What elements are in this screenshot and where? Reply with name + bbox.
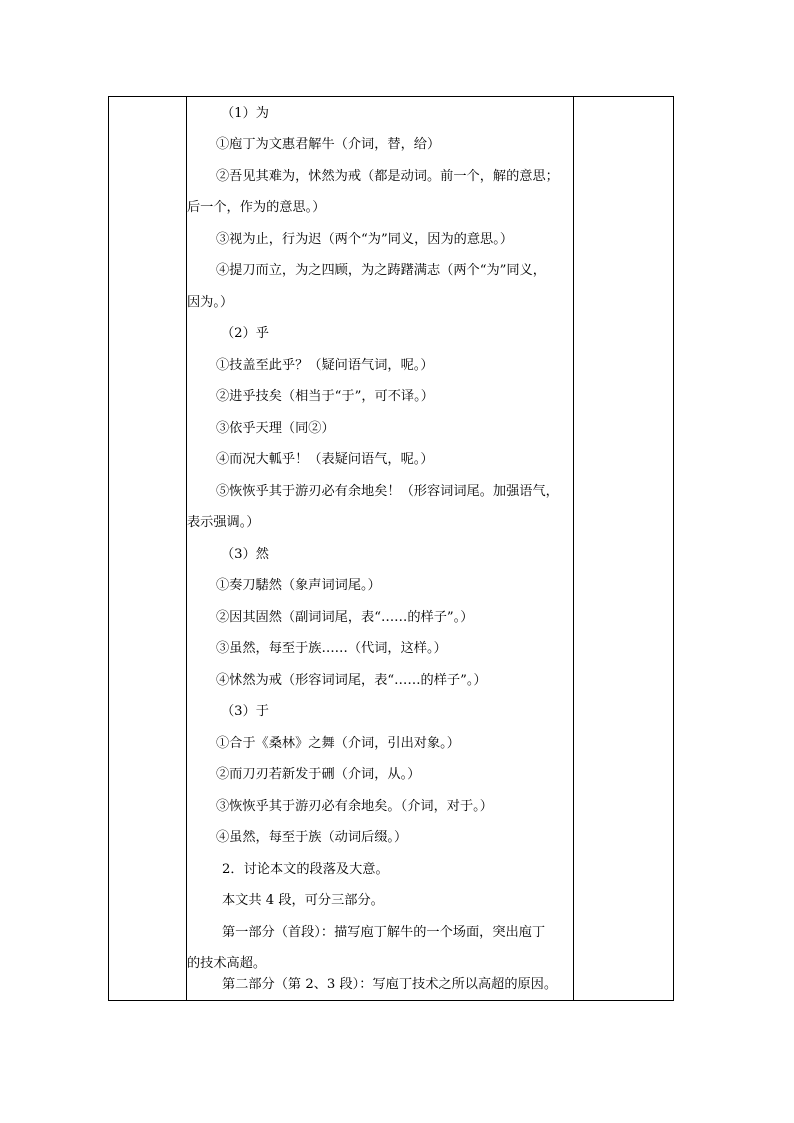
text-line: 第一部分（首段）：描写庖丁解牛的一个场面，突出庖丁 bbox=[222, 925, 546, 940]
text-line: ④而况大軱乎！（表疑问语气，呢。） bbox=[216, 452, 434, 467]
text-line: ②而刀刃若新发于硎（介词，从。） bbox=[216, 767, 421, 782]
column-divider-left bbox=[186, 97, 187, 1000]
heading-yu: （3）于 bbox=[221, 704, 269, 719]
text-line: ③依乎天理（同②） bbox=[216, 421, 335, 436]
text-line: ①奏刀騞然（象声词词尾。） bbox=[216, 578, 381, 593]
text-line: ③恢恢乎其于游刃必有余地矣。（介词，对于。） bbox=[216, 799, 493, 814]
text-line: ②吾见其难为，怵然为戒（都是动词。前一个，解的意思； bbox=[216, 169, 559, 184]
heading-ran: （3）然 bbox=[221, 547, 269, 562]
text-line: ③视为止，行为迟（两个“为”同义，因为的意思。） bbox=[216, 232, 514, 247]
text-line: 后一个，作为的意思。） bbox=[187, 200, 326, 215]
text-line: 本文共 4 段，可分三部分。 bbox=[222, 893, 384, 908]
text-line: ①合于《桑林》之舞（介词，引出对象。） bbox=[216, 736, 460, 751]
outline-table bbox=[108, 96, 674, 1001]
text-line: ③虽然，每至于族……（代词，这样。） bbox=[216, 641, 447, 656]
text-line: ⑤恢恢乎其于游刃必有余地矣！（形容词词尾。加强语气， bbox=[216, 484, 559, 499]
text-line: 的技术高超。 bbox=[187, 956, 267, 971]
text-line: ④怵然为戒（形容词词尾，表“……的样子”。） bbox=[216, 673, 487, 688]
text-line: ④提刀而立，为之四顾，为之踌躇满志（两个“为”同义， bbox=[216, 263, 546, 278]
text-line: ②进乎技矣（相当于“于”，可不译。） bbox=[216, 389, 434, 404]
section-heading: 2．讨论本文的段落及大意。 bbox=[222, 862, 389, 877]
text-line: 第二部分（第 2、3 段）：写庖丁技术之所以高超的原因。 bbox=[222, 977, 558, 992]
text-line: 因为。） bbox=[187, 295, 234, 310]
heading-wei: （1）为 bbox=[221, 106, 269, 121]
text-line: 表示强调。） bbox=[187, 515, 260, 530]
heading-hu: （2）乎 bbox=[221, 326, 269, 341]
text-line: ④虽然，每至于族（动词后缀。） bbox=[216, 830, 408, 845]
text-line: ①庖丁为文惠君解牛（介词，替，给） bbox=[216, 137, 441, 152]
text-line: ①技盖至此乎？（疑问语气词，呢。） bbox=[216, 358, 434, 373]
column-divider-right bbox=[573, 97, 574, 1000]
text-line: ②因其固然（副词词尾，表“……的样子”。） bbox=[216, 610, 474, 625]
